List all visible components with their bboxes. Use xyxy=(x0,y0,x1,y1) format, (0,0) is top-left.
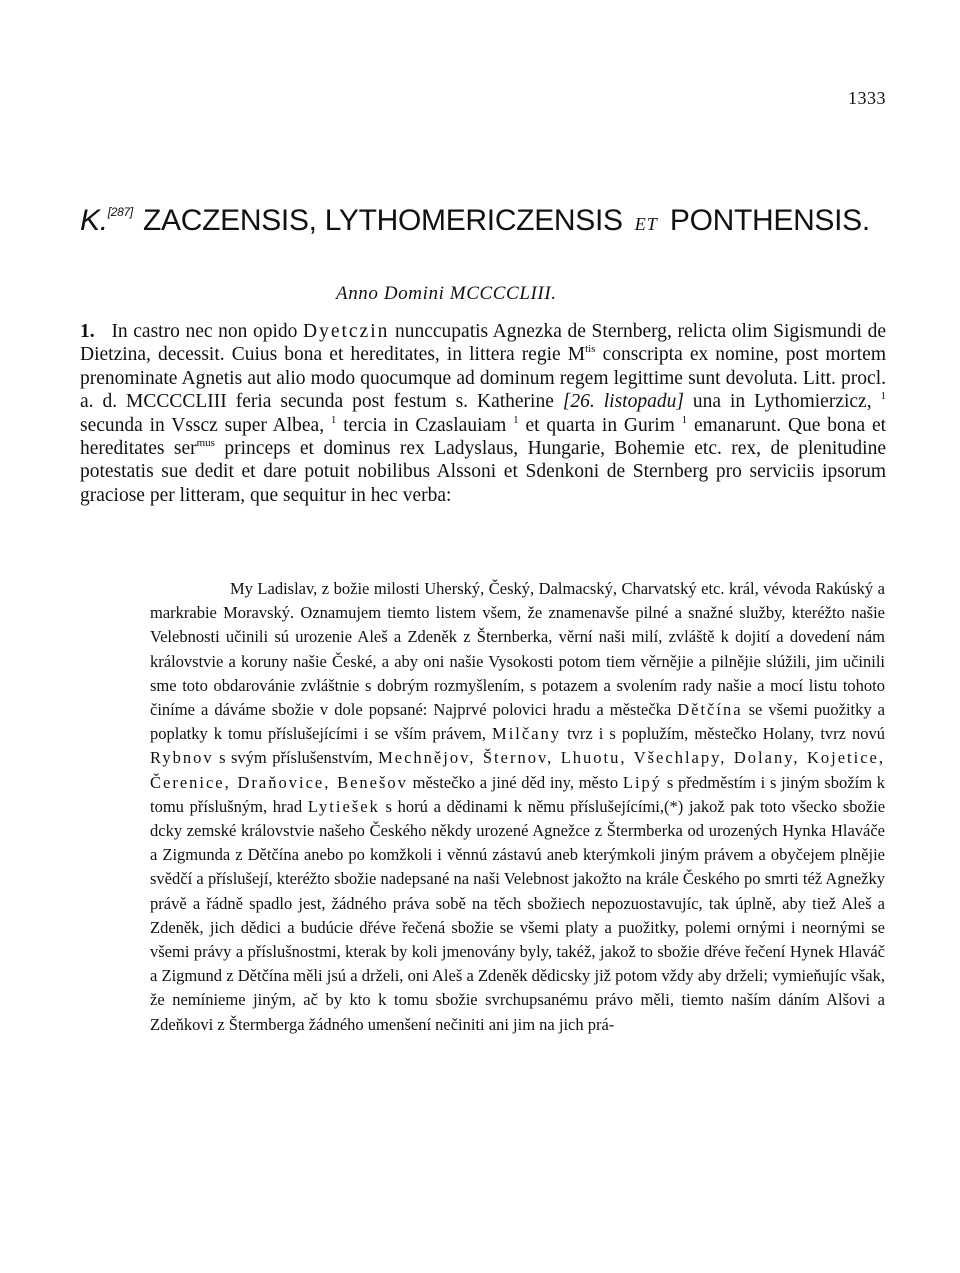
footnote-marker-1: 1 xyxy=(880,390,887,403)
para-text-4: una in Lythomierzicz, xyxy=(692,391,872,413)
place-list: Mechnějov, Šternov, Lhuotu, Všechlapy, Dolany, Kojetice, Čerenice, Draňovice, Benešov xyxy=(150,748,886,792)
para-text-9: princeps et dominus rex Ladyslaus, Hungarie, Bohemie etc. rex, de plenitudine potestatis sue dedit et dare potuit nobilibus Alssoni et Sdenkoni de Sternberg pro serviciis ipsorum graciose per litteram, que sequitur in hec verba: xyxy=(80,438,886,506)
charter-text-7: s horú a dědinami k němu příslušejícími,(*) jakož pak toto všecko sbožie dcky zemské královstvie našeho Českého někdy urozené Agnežce z Štermberka od urozených Hynka Hlaváče a Zigmunda z Dětčína anebo po komžkoli i věnnú zástavú aneb kterýmkoli jiným právem a obyčejem plnějie svědčí a příslušejí, kteréžto sbožie nadepsané na naši Velebnost jakožto na krále Českého po smrti též Agnežky právě a řádně spadlo jest, žádného práva sobě na těch sbožiech nepozuostavujíc, tak úplně, aby tiež Aleš a Zdeněk, jich dědici a budúcie dřéve řečená sbožie se všemi platy a puožitky, polemi ornými i neornými se všemi právy a příslušnostmi, kterak by koli jmenovány byly, takéž, jakož to sbožie dřéve řečení Hynek Hlaváč a Zigmund z Dětčína měli jsú a drželi, oni Aleš a Zdeněk dědicsky již potom vždy aby drželi; vymieňujíc však, že nemínieme jiným, ač by kto k tomu sbožie svrchupsanému právo měli, tiemto naším dáním Alšovi a Zdeňkovi z Štermberga žádného umenšení nečiniti ani jim na jich prá- xyxy=(150,796,886,1034)
para-text-6: tercia in Czaslauiam xyxy=(343,414,507,436)
para-text-7: et quarta in Gurim xyxy=(525,414,675,436)
charter-text xyxy=(150,577,885,1037)
para-text-8: emanarunt. Que bona et hereditates ser xyxy=(80,414,887,460)
charter-text-1: My Ladislav, z božie milosti Uherský, Český, Dalmacský, Charvatský etc. král, vévoda Rakúský a markrabie Moravský. Oznamujem tiemto listem všem, že znamenavše pilné a snažné služby, kteréžto našie Velebnosti učinili sú urozenie Aleš a Zdeněk z Šternberka, věrní naši milí, zvláště k dojití a dovedení nám královstvie a koruny našie České, a aby oni našie Vysokosti potom tiem věrnějie a pilnějie slúžili, jim učinili sme toto obdarovánie zvláštnie s dobrým rozmyšlením, s potazem a svolením rady našie a mocí listu tohoto činíme a dáváme sbožie v dole popsané: Najprvé polovici hradu a městečka xyxy=(150,579,885,720)
charter-text-4: s svým příslušenstvím, xyxy=(219,748,373,768)
place-rybnov: Rybnov xyxy=(150,748,214,768)
paragraph-number: 1. xyxy=(80,321,95,342)
place-milcany: Milčany xyxy=(492,724,562,744)
place-lytiesek: Lytiešek xyxy=(307,796,380,816)
anno-line: Anno Domini MCCCCLIII. xyxy=(336,283,557,304)
charter-text-5: městečko a jiné děd iny, město xyxy=(412,772,619,792)
place-dyetczin: Dyetczin xyxy=(302,321,390,342)
place-lipy: Lipý xyxy=(622,772,663,792)
section-heading xyxy=(80,204,900,238)
heading-prefix: K. xyxy=(80,204,108,237)
sup-mtis: tis xyxy=(585,343,596,356)
footnote-marker-4: 1 xyxy=(681,413,688,426)
para-text-1: In castro nec non opido xyxy=(111,321,298,342)
heading-title-part1: ZACZENSIS, LYTHOMERICZENSIS xyxy=(143,204,623,237)
charter-text-2: se všemi puožitky a poplatky k tomu příslušejícími i se vším právem, xyxy=(150,700,885,744)
page-number: 1333 xyxy=(848,88,886,108)
date-annotation: [26. listopadu] xyxy=(562,391,684,413)
sup-mus: mus xyxy=(196,437,215,450)
para-text-2: nunccupatis Agnezka de Sternberg, relicta olim Sigismundi de Dietzina, decessit. Cuius bona et hereditates, in littera regie M xyxy=(80,321,887,366)
footnote-marker-2: 1 xyxy=(330,413,337,426)
heading-title-part2: PONTHENSIS. xyxy=(669,204,870,237)
main-paragraph xyxy=(80,320,886,507)
charter-text-6: s předměstím i s jiným sbožím k tomu příslušným, hrad xyxy=(150,772,886,816)
charter-paragraph xyxy=(150,577,885,1037)
charter-text-3: tvrz i s poplužím, městečko Holany, tvrz novú xyxy=(567,724,886,744)
footnote-marker-3: 1 xyxy=(513,413,519,426)
heading-et: ET xyxy=(634,214,658,234)
para-text-3: conscripta ex nomine, post mortem prenominate Agnetis aut alio modo quocumque ad dominum regem legittime sunt devoluta. Litt. procl. a. d. MCCCCLIII feria secunda post festum s. Katherine xyxy=(80,344,887,413)
para-text-5: secunda in Vsscz super Albea, xyxy=(80,414,325,436)
heading-ref: [287] xyxy=(107,205,133,219)
place-detcin: Dětčína xyxy=(677,700,743,720)
